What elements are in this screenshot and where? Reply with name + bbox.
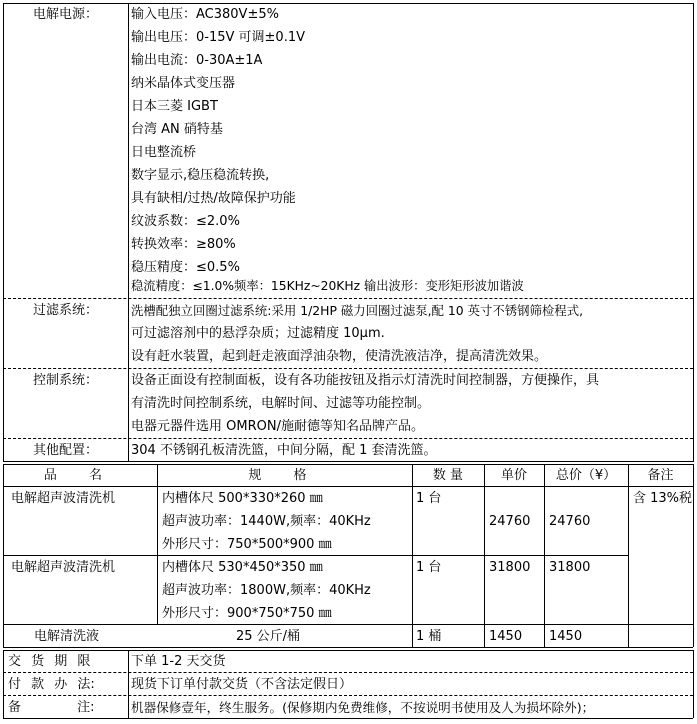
row-2-total: 31800 (549, 560, 591, 575)
remark-value: 机器保修壹年，终生服务。(保修期内免费维修，不按说明书使用及人为损坏除外)； (131, 700, 595, 715)
payment-value: 现货下订单付款交货（不含法定假日） (131, 677, 353, 692)
spec-line: 输出电流：0-30A±1A (131, 53, 263, 68)
header-unit-price: 单价 (500, 468, 527, 483)
spec-line: 电器元器件选用 OMRON/施耐德等知名品牌产品。 (131, 419, 424, 434)
spec-col-divider (128, 3, 129, 462)
row-3-spec: 25 公斤/桶 (236, 629, 301, 644)
price-col-line (157, 464, 158, 624)
spec-line: 输入电压：AC380V±5% (131, 7, 279, 22)
remark-label: 备 注: (8, 700, 95, 715)
header-qty: 数 量 (432, 468, 464, 483)
row-1-qty: 1 台 (416, 491, 442, 506)
delivery-value: 下单 1-2 天交货 (131, 654, 226, 669)
header-name: 品 名 (43, 468, 117, 483)
terms-top-border (3, 650, 693, 651)
spec-line: 纹波系数：≤2.0% (131, 214, 240, 229)
header-spec: 规 格 (248, 468, 321, 483)
row-1-spec-line: 超声波功率：1440W,频率：40KHz (162, 514, 371, 529)
spec-line: 设备正面设有控制面板，设有各功能按钮及指示灯清洗时间控制器，方便操作，具 (131, 373, 600, 388)
row-2-spec-line: 超声波功率：1800W,频率：40KHz (162, 583, 371, 598)
row-1-name: 电解超声波清洗机 (11, 491, 116, 506)
price-col-line (628, 464, 629, 647)
row-1-spec-line: 外形尺寸：750*500*900 ㎜ (162, 537, 332, 552)
spec-line: 纳米晶体式变压器 (131, 76, 236, 91)
spec-line: 日电整流桥 (131, 145, 197, 160)
other-config-label: 其他配置： (32, 443, 98, 458)
spec-line: 稳压精度：≤0.5% (131, 260, 240, 275)
row-1-spec-line: 内槽体尺 500*330*260 ㎜ (162, 491, 323, 506)
terms-left-border (3, 650, 4, 718)
header-total: 总价（¥） (555, 468, 617, 483)
spec-left-border (3, 3, 4, 462)
electrolysis-power-label: 电解电源： (32, 7, 98, 22)
price-bottom-border (3, 647, 693, 648)
terms-right-border (693, 650, 694, 718)
spec-line: 数字显示,稳压稳流转换, (131, 168, 270, 183)
spec-line: 可过滤溶剂中的悬浮杂质；过滤精度 10μm. (131, 326, 385, 341)
price-col-line (693, 464, 694, 647)
spec-line: 转换效率：≥80% (131, 237, 236, 252)
spec-right-border (693, 3, 694, 462)
row-2-spec-line: 外形尺寸：900*750*750 ㎜ (162, 606, 332, 621)
control-system-label: 控制系统： (32, 373, 98, 388)
spec-line: 输出电压：0-15V 可调±0.1V (131, 30, 305, 45)
price-col-line (544, 464, 545, 647)
row-1-note: 含 13%税 (633, 491, 693, 506)
spec-line: 有清洗时间控制系统，电解时间、过滤等功能控制。 (131, 396, 431, 411)
row-3-unit-price: 1450 (489, 629, 523, 644)
terms-col-divider (128, 650, 129, 718)
row-1-unit-price: 24760 (489, 514, 531, 529)
row-3-total: 1450 (549, 629, 583, 644)
row-1-total: 24760 (549, 514, 591, 529)
spec-line: 设有赶水装置，起到赶走液面浮油杂物，使清洗液洁净，提高清洗效果。 (131, 349, 548, 364)
spec-line: 日本三菱 IGBT (131, 99, 218, 114)
price-row-divider-2 (3, 624, 693, 625)
spec-line: 具有缺相/过热/故障保护功能 (131, 191, 296, 206)
header-note: 备注 (647, 468, 674, 483)
spec-line: 台湾 AN 硝特基 (131, 122, 223, 137)
price-col-line (484, 464, 485, 647)
payment-label: 付 款 办 法: (8, 677, 95, 692)
row-3-qty: 1 桶 (416, 629, 442, 644)
price-col-line (3, 464, 4, 647)
filter-system-label: 过滤系统： (32, 303, 98, 318)
row-2-spec-line: 内槽体尺 530*450*350 ㎜ (162, 560, 323, 575)
other-config-text: 304 不锈钢孔板清洗篮，中间分隔，配 1 套清洗篮。 (131, 443, 437, 458)
row-3-name: 电解清洗液 (34, 629, 100, 644)
spec-line: 洗槽配独立回圈过滤系统:采用 1/2HP 磁力回圈过滤泵,配 10 英寸不锈钢筛检程式, (131, 303, 584, 318)
row-2-name: 电解超声波清洗机 (11, 560, 116, 575)
row-2-unit-price: 31800 (489, 560, 531, 575)
delivery-label: 交 货 期 限 (8, 654, 91, 669)
spec-line: 稳流精度：≤1.0%频率：15KHz~20KHz 输出波形：变形矩形波加谐波 (131, 279, 524, 293)
price-col-line (412, 464, 413, 647)
row-2-qty: 1 台 (416, 560, 442, 575)
